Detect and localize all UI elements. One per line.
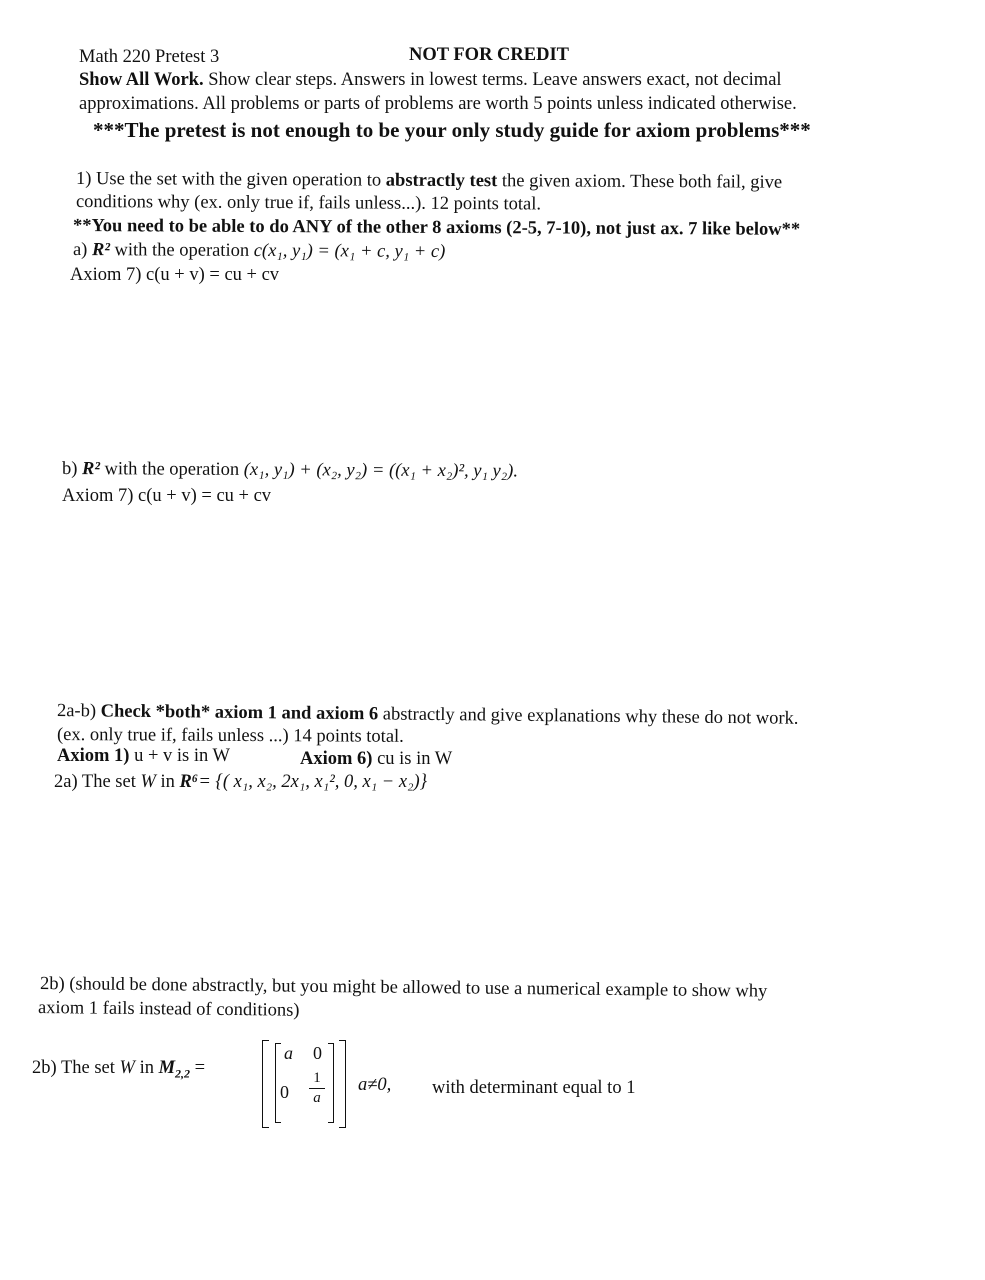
problem2b-note-line-2: axiom 1 fails instead of conditions): [37, 998, 300, 1021]
problem1-intro-b: the given axiom. These both fail, give: [497, 171, 783, 193]
matrix-r1c2: 0: [313, 1043, 322, 1063]
fraction-bar: [309, 1088, 325, 1089]
problem2b-var: W: [119, 1058, 135, 1078]
problem2b-label: 2b) The set: [32, 1058, 120, 1078]
problem1b-text: with the operation: [99, 459, 244, 480]
problem1a-label: a): [72, 240, 93, 261]
matrix-r2c2-fraction: [309, 1070, 325, 1107]
problem2-axiom1: [57, 745, 230, 767]
problem1a-text: with the operation: [109, 240, 254, 261]
problem2b-in: in: [134, 1058, 159, 1078]
problem1b-set: R²: [81, 459, 100, 480]
problem1a-operation: c(x₁, y₁) = (x₁ + c, y₁ + c): [253, 240, 446, 262]
problem2b-eq: =: [190, 1058, 206, 1078]
course-title: Math 220 Pretest 3: [79, 47, 220, 67]
problem1b-label: b): [61, 459, 83, 480]
problem1-intro-line-2: conditions why (ex. only true if, fails unless...). 12 points total.: [75, 192, 542, 215]
instructions-text-1: Show clear steps. Answers in lowest terms. Leave answers exact, not decimal: [203, 70, 782, 90]
problem1-intro-line-1: [76, 168, 782, 194]
axiom6-label: Axiom 6): [300, 749, 373, 769]
problem1-intro-bold: abstractly test: [385, 170, 498, 192]
problem2b-condition: a≠0,: [358, 1075, 392, 1095]
problem1-intro-a: 1) Use the set with the given operation to: [75, 169, 386, 191]
problem2b-space-sub: 2,2: [175, 1066, 191, 1081]
axiom1-text: u + v is in W: [129, 746, 230, 766]
problem2-intro-a: 2a-b): [56, 701, 101, 722]
axiom1-label: Axiom 1): [57, 746, 130, 766]
problem2-intro-bold: Check *both* axiom 1 and axiom 6: [100, 701, 379, 725]
problem2b-statement: [32, 1057, 205, 1085]
problem2a-var: W: [140, 772, 156, 792]
problem1b-operation: (x₁, y₁) + (x₂, y₂) = ((x₁ + x₂)², y₁ y₂).: [243, 459, 519, 482]
problem2b-determinant: with determinant equal to 1: [432, 1078, 636, 1098]
matrix-right-bracket: [328, 1043, 334, 1123]
instructions-line-1: [79, 69, 782, 91]
fraction-numerator: 1: [313, 1070, 321, 1086]
show-work-label: Show All Work.: [79, 70, 204, 90]
credit-notice: NOT FOR CREDIT: [409, 45, 570, 65]
problem1a-axiom: Axiom 7) c(u + v) = cu + cv: [70, 265, 280, 285]
problem1a-statement: [73, 239, 445, 263]
axiom6-text: cu is in W: [372, 749, 453, 769]
set-right-bracket: [339, 1040, 346, 1128]
instructions-line-2: approximations. All problems or parts of problems are worth 5 points unless indicated otherwise.: [79, 94, 797, 114]
fraction-denominator: a: [313, 1090, 321, 1106]
problem1b-axiom: Axiom 7) c(u + v) = cu + cv: [62, 486, 272, 506]
problem1-note: **You need to be able to do ANY of the other 8 axioms (2-5, 7-10), not just ax. 7 like below**: [72, 216, 801, 240]
matrix-r1c1: a: [284, 1043, 293, 1063]
matrix-r2c1: 0: [280, 1082, 289, 1102]
problem2a-label: 2a) The set: [54, 772, 141, 792]
problem2a-in: in: [155, 772, 180, 792]
study-guide-warning: ***The pretest is not enough to be your only study guide for axiom problems***: [93, 118, 811, 142]
problem2a-statement: [54, 771, 427, 793]
problem2b-note-line-1: 2b) (should be done abstractly, but you might be allowed to use a numerical example to show why: [39, 974, 768, 1002]
problem2-intro-b: abstractly and give explanations why these do not work.: [378, 704, 799, 729]
problem2a-set: = {( x₁, x₂, 2x₁, x₁², 0, x₁ − x₂)}: [198, 772, 428, 792]
problem2b-space: M: [158, 1058, 176, 1078]
problem2a-space: R⁶: [179, 772, 199, 792]
problem1a-set: R²: [91, 240, 110, 261]
set-left-bracket: [262, 1040, 269, 1128]
problem1b-statement: [62, 458, 518, 482]
problem2-intro-line-2: (ex. only true if, fails unless ...) 14 points total.: [56, 725, 404, 747]
problem2-axiom6: [300, 748, 452, 770]
